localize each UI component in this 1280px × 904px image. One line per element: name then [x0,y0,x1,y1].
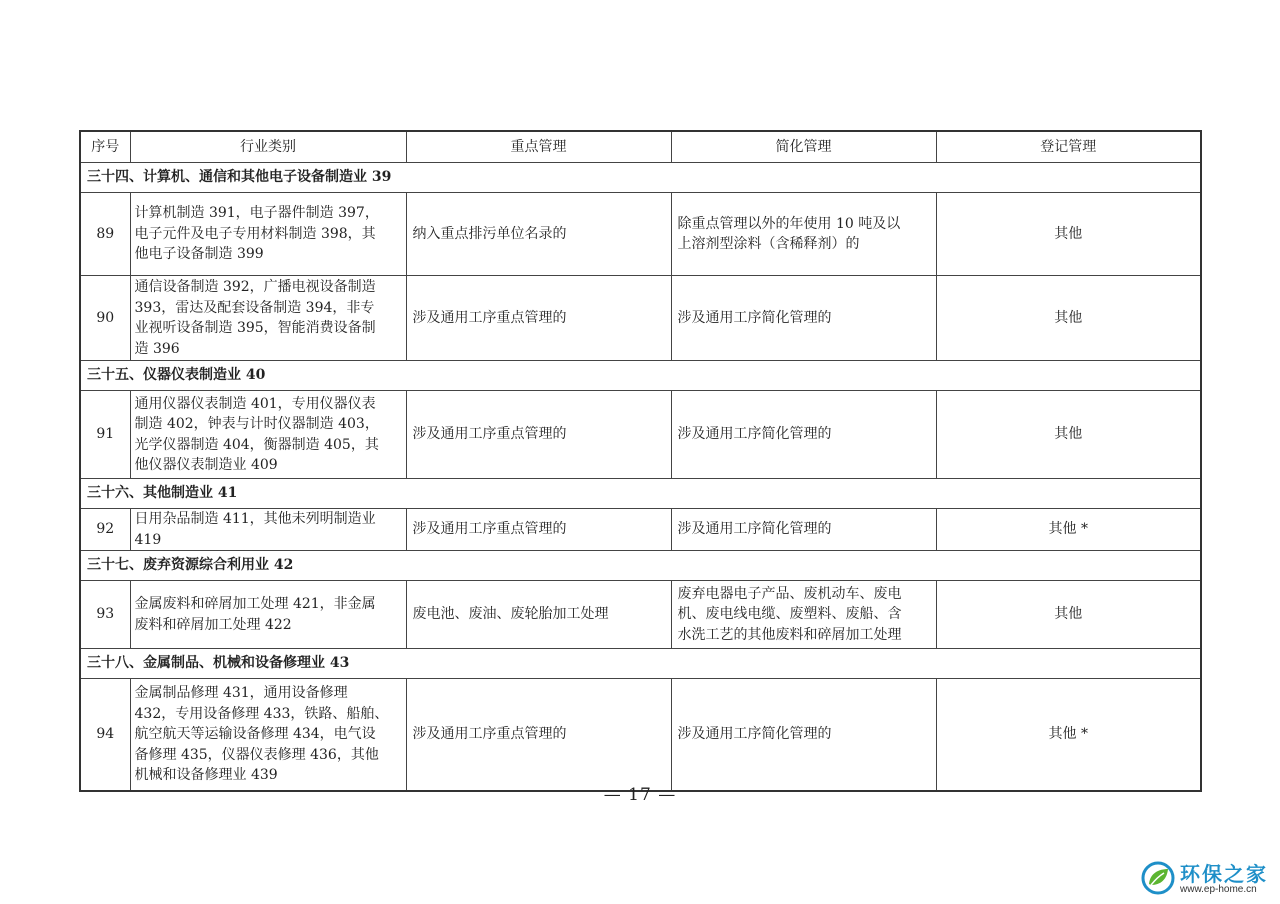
text-line: 他仪器仪表制造业 409 [134,457,278,473]
header-serial: 序号 [80,131,130,163]
text-line: 涉及通用工序重点管理的 [412,426,567,443]
section-row [80,551,1201,581]
text-line: 机、废电线电缆、废塑料、废船、含 [677,606,902,623]
registration-management-cell: 其他 [936,581,1201,649]
industry-cell [130,276,406,361]
text-line: 造 396 [134,340,180,357]
text-line: 计算机制造 391，电子器件制造 397， [134,205,379,222]
text-line: 废弃电器电子产品、废机动车、废电 [677,585,902,602]
key-management-cell [406,391,671,479]
key-management-cell [406,679,671,791]
section-title: 三十六、其他制造业 41 [80,479,1201,509]
text-line: 涉及通用工序简化管理的 [677,521,832,538]
text-line: 除重点管理以外的年使用 10 吨及以 [677,215,901,232]
industry-cell [130,509,406,551]
text-line: 机械和设备修理业 439 [134,767,278,783]
table-row [80,391,1201,479]
text-line: 432，专用设备修理 433，铁路、船舶、 [134,705,389,722]
text-line: 通信设备制造 392，广播电视设备制造 [134,279,376,295]
text-line: 业视听设备制造 395，智能消费设备制 [134,320,376,336]
header-key-management: 重点管理 [406,131,671,163]
page-number: — 17 — [603,785,677,805]
table-row [80,581,1201,649]
registration-management-cell: 其他 [936,193,1201,276]
simplified-management-cell [671,509,936,551]
section-row [80,649,1201,679]
row-number: 91 [80,391,130,479]
text-line: 日用杂品制造 411，其他未列明制造业 [134,511,376,527]
text-line: 涉及通用工序简化管理的 [677,426,832,443]
watermark-name: 环保之家 [1180,862,1268,886]
header-registration-management: 登记管理 [936,131,1201,163]
registration-management-cell: 其他 [936,276,1201,361]
text-line: 航空航天等运输设备修理 434，电气设 [134,726,376,742]
text-line: 备修理 435，仪器仪表修理 436，其他 [134,746,379,763]
text-line: 上溶剂型涂料（含稀释剂）的 [677,236,860,252]
table-row [80,193,1201,276]
text-line: 废电池、废油、废轮胎加工处理 [412,606,609,623]
simplified-management-cell [671,679,936,791]
registration-management-cell: 其他 [936,391,1201,479]
text-line: 制造 402，钟表与计时仪器制造 403， [134,416,379,432]
text-line: 涉及通用工序重点管理的 [412,309,567,326]
section-title: 三十五、仪器仪表制造业 40 [80,361,1201,391]
text-line: 涉及通用工序简化管理的 [677,726,832,742]
text-line: 电子元件及电子专用材料制造 398，其 [134,225,376,242]
table-row [80,679,1201,791]
header-simplified-management: 简化管理 [671,131,936,163]
simplified-management-cell [671,581,936,649]
key-management-cell [406,509,671,551]
industry-cell [130,679,406,791]
row-number: 89 [80,193,130,276]
header-row [80,131,1201,163]
key-management-cell [406,276,671,361]
text-line: 涉及通用工序简化管理的 [677,309,832,326]
row-number: 90 [80,276,130,361]
registration-management-cell: 其他 * [936,509,1201,551]
text-line: 废料和碎屑加工处理 422 [134,616,292,633]
text-line: 金属废料和碎屑加工处理 421，非金属 [134,596,376,612]
text-line: 他电子设备制造 399 [134,246,264,263]
section-title: 三十八、金属制品、机械和设备修理业 43 [80,649,1201,679]
section-title: 三十四、计算机、通信和其他电子设备制造业 39 [80,163,1201,193]
industry-cell [130,391,406,479]
text-line: 393，雷达及配套设备制造 394，非专 [134,299,375,316]
header-industry: 行业类别 [130,131,406,163]
text-line: 水洗工艺的其他废料和碎屑加工处理 [677,626,902,643]
watermark [1140,856,1278,900]
key-management-cell [406,581,671,649]
section-row [80,163,1201,193]
simplified-management-cell [671,193,936,276]
table-row [80,276,1201,361]
text-line: 涉及通用工序重点管理的 [412,521,567,538]
simplified-management-cell [671,276,936,361]
key-management-cell [406,193,671,276]
text-line: 金属制品修理 431，通用设备修理 [134,685,348,701]
section-title: 三十七、废弃资源综合利用业 42 [80,551,1201,581]
industry-cell [130,193,406,276]
row-number: 93 [80,581,130,649]
text-line: 通用仪器仪表制造 401，专用仪器仪表 [134,395,376,412]
text-line: 419 [134,531,162,548]
text-line: 涉及通用工序重点管理的 [412,726,567,742]
industry-permit-table [79,130,1202,792]
text-line: 光学仪器制造 404，衡器制造 405，其 [134,436,379,453]
row-number: 92 [80,509,130,551]
simplified-management-cell [671,391,936,479]
industry-cell [130,581,406,649]
registration-management-cell: 其他 * [936,679,1201,791]
section-row [80,479,1201,509]
leaf-logo-icon [1140,860,1176,896]
table-row [80,509,1201,551]
text-line: 纳入重点排污单位名录的 [412,225,567,242]
row-number: 94 [80,679,130,791]
watermark-url: www.ep-home.cn [1180,884,1257,895]
section-row [80,361,1201,391]
